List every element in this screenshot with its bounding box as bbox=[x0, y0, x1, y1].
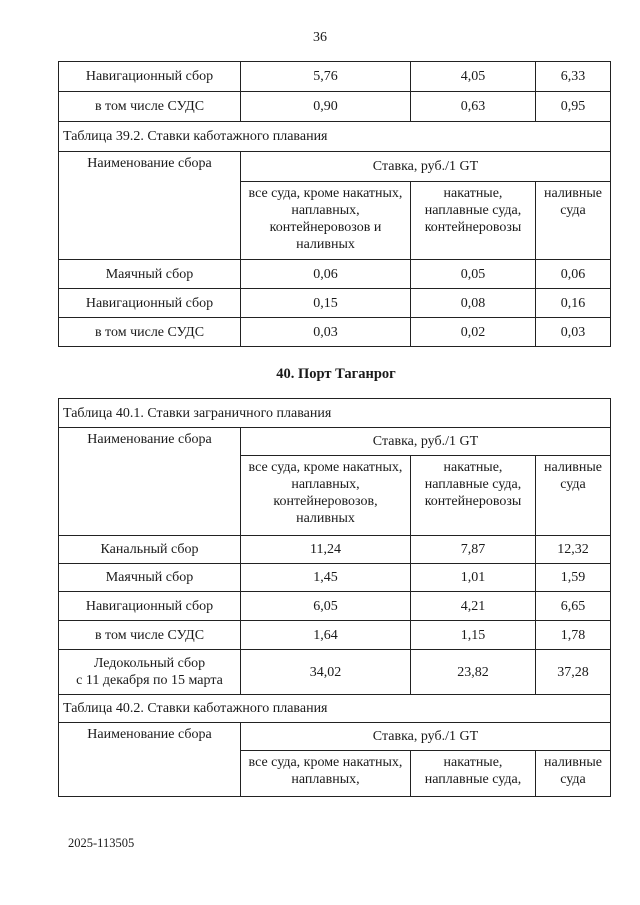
rate-value: 11,24 bbox=[241, 536, 411, 564]
header-fee-name: Наименование сбора bbox=[59, 152, 241, 260]
fee-name-line: с 11 декабря по 15 марта bbox=[76, 673, 223, 688]
rate-value: 0,90 bbox=[241, 92, 411, 122]
rate-value: 37,28 bbox=[536, 650, 611, 695]
table-caption: Таблица 39.2. Ставки каботажного плавания bbox=[59, 122, 611, 152]
table-caption: Таблица 40.1. Ставки заграничного плавания bbox=[59, 399, 611, 428]
rate-value: 0,15 bbox=[241, 289, 411, 318]
rate-value: 0,05 bbox=[411, 260, 536, 289]
header-rate: Ставка, руб./1 GT bbox=[241, 152, 611, 182]
table-row bbox=[59, 92, 611, 122]
rate-value: 4,21 bbox=[411, 592, 536, 621]
rate-value: 1,78 bbox=[536, 621, 611, 650]
header-col-tankers: наливные суда bbox=[536, 751, 611, 797]
header-col-roro: накатные, наплавные суда, bbox=[411, 751, 536, 797]
fee-name: Канальный сбор bbox=[59, 536, 241, 564]
page-number: 36 bbox=[313, 30, 327, 45]
rate-value: 1,59 bbox=[536, 564, 611, 592]
header-col-tankers: наливные суда bbox=[536, 456, 611, 536]
table-caption: Таблица 40.2. Ставки каботажного плавания bbox=[59, 695, 611, 723]
rate-value: 0,63 bbox=[411, 92, 536, 122]
table-39-2 bbox=[58, 61, 611, 347]
header-col-all-ships: все суда, кроме накатных, наплавных, bbox=[241, 751, 411, 797]
rate-value: 0,03 bbox=[536, 318, 611, 347]
table-row bbox=[59, 260, 611, 289]
rate-value: 7,87 bbox=[411, 536, 536, 564]
table-40-1 bbox=[58, 398, 611, 797]
rate-value: 6,65 bbox=[536, 592, 611, 621]
rate-value: 1,45 bbox=[241, 564, 411, 592]
header-col-roro: накатные, наплавные суда, контейнеровозы bbox=[411, 182, 536, 260]
rate-value: 23,82 bbox=[411, 650, 536, 695]
fee-name-line: Ледокольный сбор bbox=[93, 656, 206, 671]
header-fee-name: Наименование сбора bbox=[59, 428, 241, 536]
rate-value: 1,64 bbox=[241, 621, 411, 650]
document-code: 2025-113505 bbox=[68, 836, 135, 850]
fee-name: Навигационный сбор bbox=[59, 62, 241, 92]
rate-value: 1,15 bbox=[411, 621, 536, 650]
header-col-all-ships: все суда, кроме накатных, наплавных, контейнеровозов и наливных bbox=[241, 182, 411, 260]
fee-name: в том числе СУДС bbox=[59, 318, 241, 347]
fee-name: Маячный сбор bbox=[59, 260, 241, 289]
header-col-roro: накатные, наплавные суда, контейнеровозы bbox=[411, 456, 536, 536]
rate-value: 12,32 bbox=[536, 536, 611, 564]
rate-value: 0,06 bbox=[241, 260, 411, 289]
rate-value: 6,33 bbox=[536, 62, 611, 92]
rate-value: 0,02 bbox=[411, 318, 536, 347]
header-rate: Ставка, руб./1 GT bbox=[241, 428, 611, 456]
rate-value: 6,05 bbox=[241, 592, 411, 621]
table-row bbox=[59, 564, 611, 592]
table-row bbox=[59, 650, 611, 695]
header-rate: Ставка, руб./1 GT bbox=[241, 723, 611, 751]
rate-value: 0,03 bbox=[241, 318, 411, 347]
header-col-tankers: наливные суда bbox=[536, 182, 611, 260]
section-heading: 40. Порт Таганрог bbox=[276, 366, 396, 382]
rate-value: 0,08 bbox=[411, 289, 536, 318]
rate-value: 0,16 bbox=[536, 289, 611, 318]
table-row bbox=[59, 592, 611, 621]
header-col-all-ships: все суда, кроме накатных, наплавных, контейнеровозов, наливных bbox=[241, 456, 411, 536]
fee-name: Навигационный сбор bbox=[59, 289, 241, 318]
rate-value: 0,06 bbox=[536, 260, 611, 289]
header-fee-name: Наименование сбора bbox=[59, 723, 241, 797]
table-row bbox=[59, 289, 611, 318]
table-row bbox=[59, 621, 611, 650]
table-row bbox=[59, 62, 611, 92]
rate-value: 4,05 bbox=[411, 62, 536, 92]
rate-value: 34,02 bbox=[241, 650, 411, 695]
rate-value: 0,95 bbox=[536, 92, 611, 122]
fee-name: Маячный сбор bbox=[59, 564, 241, 592]
fee-name: Навигационный сбор bbox=[59, 592, 241, 621]
rate-value: 5,76 bbox=[241, 62, 411, 92]
table-row bbox=[59, 536, 611, 564]
fee-name: в том числе СУДС bbox=[59, 92, 241, 122]
table-row bbox=[59, 318, 611, 347]
fee-name: в том числе СУДС bbox=[59, 621, 241, 650]
fee-name bbox=[59, 650, 241, 695]
rate-value: 1,01 bbox=[411, 564, 536, 592]
